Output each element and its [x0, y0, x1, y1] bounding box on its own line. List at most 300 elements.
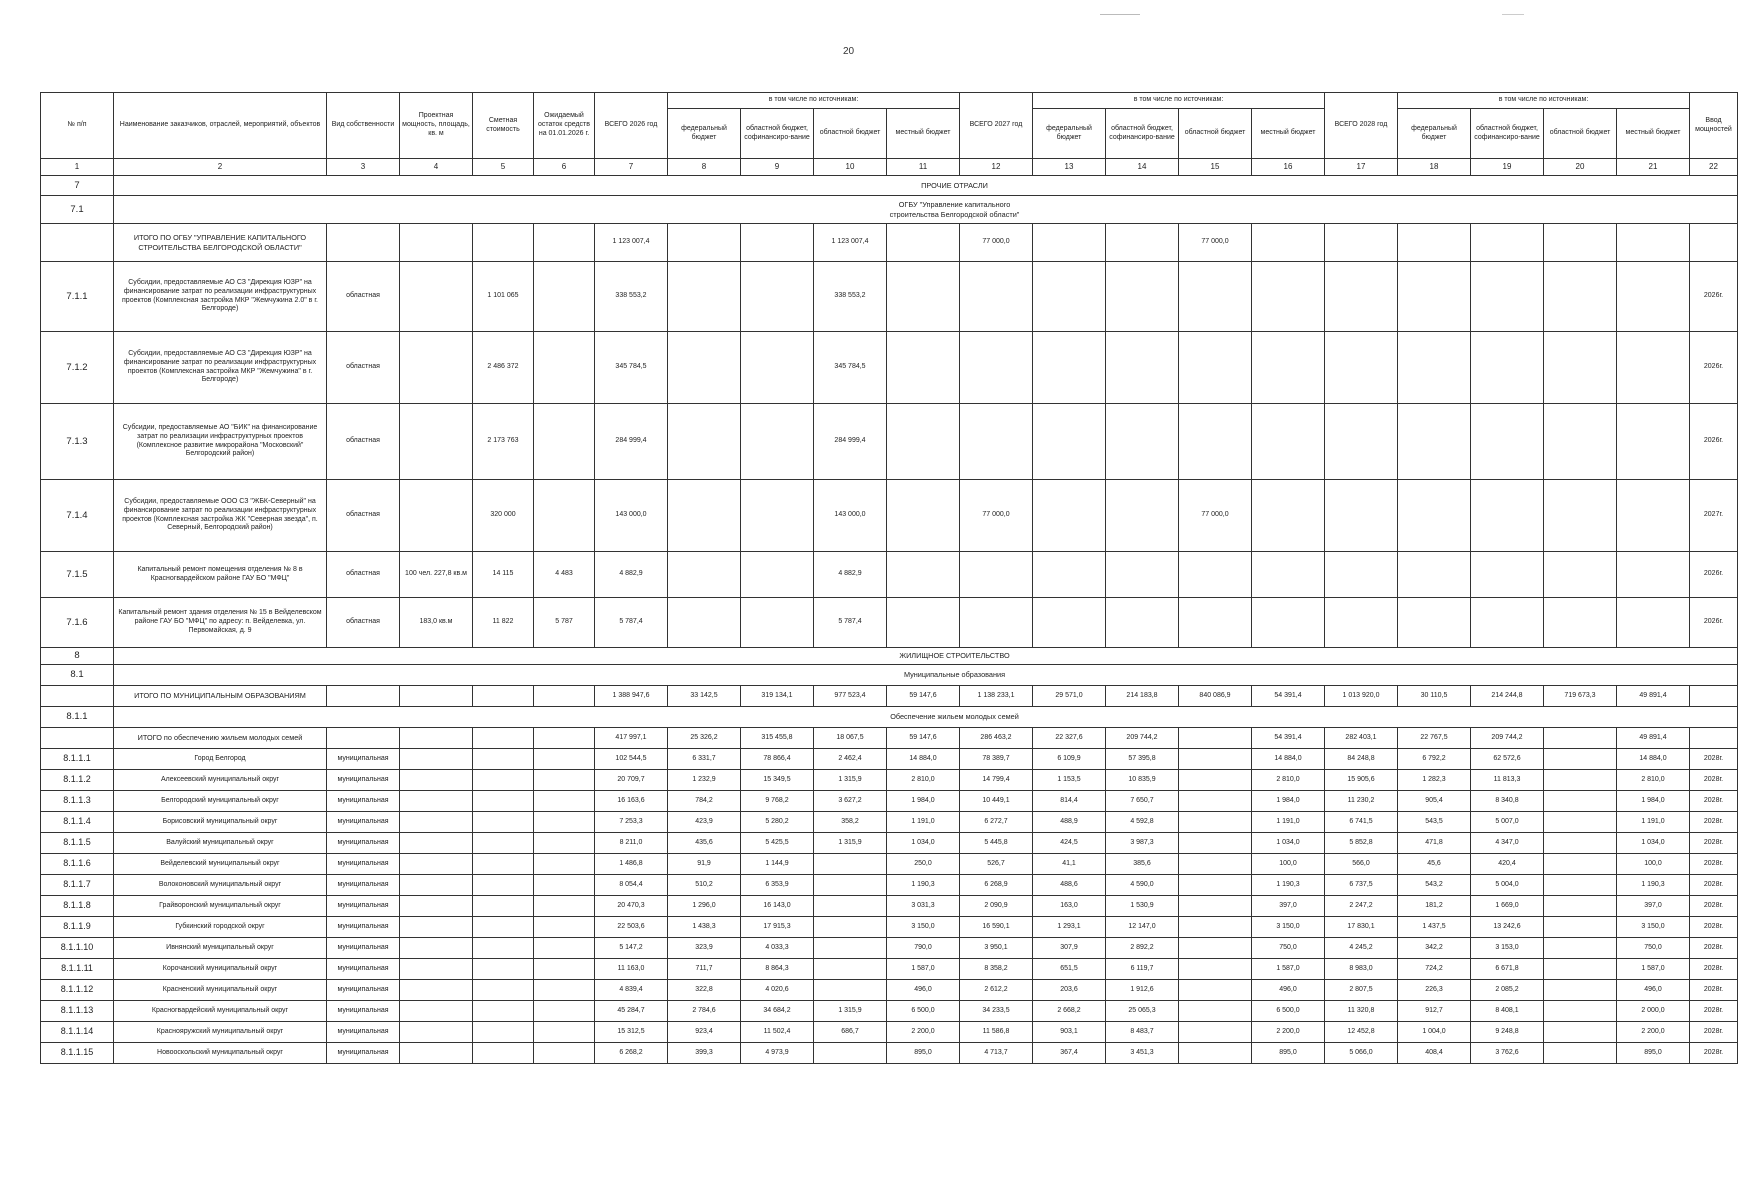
section-row	[41, 196, 1738, 224]
cell-col-3: областная	[327, 262, 400, 332]
row-name: Субсидии, предоставляемые ООО СЗ "ЖБК-Северный" на финансирование затрат по реализации инфраструктурных проектов (Комплексная застройка ЖК "Северная звезда", п. Северный, Белгородский район)	[114, 480, 327, 552]
column-number: 2	[114, 159, 327, 176]
cell-col-12: 10 449,1	[960, 791, 1033, 812]
cell-col-4	[400, 1043, 473, 1064]
column-number: 3	[327, 159, 400, 176]
cell-col-18	[1398, 224, 1471, 262]
header-ownership: Вид собственности	[327, 93, 400, 159]
cell-col-3: муниципальная	[327, 854, 400, 875]
cell-col-12	[960, 262, 1033, 332]
cell-col-21: 1 034,0	[1617, 833, 1690, 854]
cell-col-19	[1471, 404, 1544, 480]
cell-col-13	[1033, 480, 1106, 552]
cell-col-11: 3 150,0	[887, 917, 960, 938]
cell-col-3	[327, 686, 400, 707]
row-code: 8.1.1.14	[41, 1022, 114, 1043]
cell-col-5	[473, 791, 534, 812]
cell-col-10: 3 627,2	[814, 791, 887, 812]
cell-col-8: 25 326,2	[668, 728, 741, 749]
cell-col-18: 22 767,5	[1398, 728, 1471, 749]
cell-col-20	[1544, 833, 1617, 854]
cell-col-21: 1 190,3	[1617, 875, 1690, 896]
cell-col-22: 2028г.	[1690, 833, 1738, 854]
cell-col-17	[1325, 224, 1398, 262]
cell-col-22: 2028г.	[1690, 917, 1738, 938]
cell-col-9: 4 033,3	[741, 938, 814, 959]
header-sources-2026: в том числе по источникам:	[668, 93, 960, 109]
cell-col-6	[534, 404, 595, 480]
header-local-2027: местный бюджет	[1252, 109, 1325, 159]
row-code: 8.1.1.6	[41, 854, 114, 875]
cell-col-4	[400, 749, 473, 770]
cell-col-8: 33 142,5	[668, 686, 741, 707]
row-code: 8.1.1.15	[41, 1043, 114, 1064]
cell-col-19: 5 007,0	[1471, 812, 1544, 833]
cell-col-4	[400, 1001, 473, 1022]
cell-col-11: 3 031,3	[887, 896, 960, 917]
cell-col-14: 12 147,0	[1106, 917, 1179, 938]
cell-col-13: 651,5	[1033, 959, 1106, 980]
cell-col-10	[814, 875, 887, 896]
cell-col-4	[400, 980, 473, 1001]
row-code: 8.1.1.9	[41, 917, 114, 938]
cell-col-11: 790,0	[887, 938, 960, 959]
cell-col-17: 2 807,5	[1325, 980, 1398, 1001]
cell-col-19	[1471, 224, 1544, 262]
cell-col-14: 57 395,8	[1106, 749, 1179, 770]
cell-col-5	[473, 1001, 534, 1022]
cell-col-6	[534, 833, 595, 854]
cell-col-3: областная	[327, 404, 400, 480]
cell-col-3: муниципальная	[327, 980, 400, 1001]
cell-col-5	[473, 686, 534, 707]
table-row	[41, 262, 1738, 332]
column-number: 13	[1033, 159, 1106, 176]
cell-col-21: 1 984,0	[1617, 791, 1690, 812]
cell-col-15	[1179, 917, 1252, 938]
cell-col-16: 6 500,0	[1252, 1001, 1325, 1022]
cell-col-3: муниципальная	[327, 896, 400, 917]
cell-col-14: 10 835,9	[1106, 770, 1179, 791]
table-row	[41, 791, 1738, 812]
cell-col-17: 566,0	[1325, 854, 1398, 875]
cell-col-5	[473, 896, 534, 917]
cell-col-20	[1544, 749, 1617, 770]
cell-col-8	[668, 404, 741, 480]
cell-col-12: 286 463,2	[960, 728, 1033, 749]
cell-col-4	[400, 875, 473, 896]
cell-col-22	[1690, 224, 1738, 262]
cell-col-5: 2 486 372	[473, 332, 534, 404]
section-row	[41, 648, 1738, 665]
cell-col-4	[400, 728, 473, 749]
total-row	[41, 224, 1738, 262]
cell-col-18: 6 792,2	[1398, 749, 1471, 770]
cell-col-4	[400, 854, 473, 875]
cell-col-13	[1033, 332, 1106, 404]
cell-col-10: 18 067,5	[814, 728, 887, 749]
cell-col-18	[1398, 262, 1471, 332]
cell-col-5	[473, 854, 534, 875]
column-number: 9	[741, 159, 814, 176]
cell-col-8: 923,4	[668, 1022, 741, 1043]
cell-col-22: 2028г.	[1690, 770, 1738, 791]
table-row	[41, 770, 1738, 791]
cell-col-13: 1 293,1	[1033, 917, 1106, 938]
cell-col-18: 543,5	[1398, 812, 1471, 833]
cell-col-18: 181,2	[1398, 896, 1471, 917]
cell-col-19: 209 744,2	[1471, 728, 1544, 749]
cell-col-15	[1179, 812, 1252, 833]
cell-col-12: 11 586,8	[960, 1022, 1033, 1043]
cell-col-17	[1325, 262, 1398, 332]
cell-col-15	[1179, 1022, 1252, 1043]
column-number: 10	[814, 159, 887, 176]
column-number: 22	[1690, 159, 1738, 176]
cell-col-3: муниципальная	[327, 875, 400, 896]
cell-col-18	[1398, 404, 1471, 480]
header-remainder: Ожидаемый остаток средств на 01.01.2026 г.	[534, 93, 595, 159]
cell-col-21: 49 891,4	[1617, 728, 1690, 749]
cell-col-16: 496,0	[1252, 980, 1325, 1001]
row-name: Краснояружский муниципальный округ	[114, 1022, 327, 1043]
cell-col-3: областная	[327, 332, 400, 404]
cell-col-13: 814,4	[1033, 791, 1106, 812]
investment-program-table	[40, 92, 1738, 1064]
cell-col-10: 2 462,4	[814, 749, 887, 770]
column-number: 21	[1617, 159, 1690, 176]
cell-col-8: 91,9	[668, 854, 741, 875]
cell-col-5: 2 173 763	[473, 404, 534, 480]
cell-col-4: 100 чел. 227,8 кв.м	[400, 552, 473, 598]
cell-col-9	[741, 480, 814, 552]
row-name: Валуйский муниципальный округ	[114, 833, 327, 854]
header-federal-2028: федеральный бюджет	[1398, 109, 1471, 159]
cell-col-20	[1544, 1022, 1617, 1043]
cell-col-22: 2028г.	[1690, 1043, 1738, 1064]
cell-col-22: 2028г.	[1690, 1022, 1738, 1043]
cell-col-22: 2028г.	[1690, 854, 1738, 875]
table-row	[41, 812, 1738, 833]
cell-col-4	[400, 480, 473, 552]
cell-col-15: 840 086,9	[1179, 686, 1252, 707]
header-local-2028: местный бюджет	[1617, 109, 1690, 159]
cell-col-3: областная	[327, 598, 400, 648]
cell-col-22	[1690, 728, 1738, 749]
cell-col-13: 6 109,9	[1033, 749, 1106, 770]
cell-col-4: 183,0 кв.м	[400, 598, 473, 648]
row-name: Красненский муниципальный округ	[114, 980, 327, 1001]
cell-col-21: 2 810,0	[1617, 770, 1690, 791]
cell-col-6	[534, 1043, 595, 1064]
row-code: 8.1.1.10	[41, 938, 114, 959]
cell-col-9	[741, 552, 814, 598]
cell-col-22: 2026г.	[1690, 332, 1738, 404]
cell-col-9: 4 973,9	[741, 1043, 814, 1064]
cell-col-7: 16 163,6	[595, 791, 668, 812]
cell-col-20	[1544, 917, 1617, 938]
cell-col-10	[814, 917, 887, 938]
column-number: 17	[1325, 159, 1398, 176]
cell-col-6	[534, 749, 595, 770]
cell-col-16: 1 587,0	[1252, 959, 1325, 980]
cell-col-20	[1544, 1043, 1617, 1064]
cell-col-21: 14 884,0	[1617, 749, 1690, 770]
cell-col-12: 5 445,8	[960, 833, 1033, 854]
cell-col-3: муниципальная	[327, 791, 400, 812]
cell-col-13: 22 327,6	[1033, 728, 1106, 749]
total-row	[41, 728, 1738, 749]
cell-col-13	[1033, 552, 1106, 598]
cell-col-20	[1544, 224, 1617, 262]
cell-col-20	[1544, 728, 1617, 749]
cell-col-17: 17 830,1	[1325, 917, 1398, 938]
row-code	[41, 686, 114, 707]
cell-col-21	[1617, 224, 1690, 262]
cell-col-20	[1544, 980, 1617, 1001]
cell-col-4	[400, 1022, 473, 1043]
cell-col-21	[1617, 404, 1690, 480]
cell-col-20	[1544, 959, 1617, 980]
cell-col-22: 2028г.	[1690, 791, 1738, 812]
cell-col-7: 102 544,5	[595, 749, 668, 770]
cell-col-15	[1179, 770, 1252, 791]
cell-col-15	[1179, 749, 1252, 770]
cell-col-3: муниципальная	[327, 917, 400, 938]
cell-col-17: 12 452,8	[1325, 1022, 1398, 1043]
cell-col-7: 1 486,8	[595, 854, 668, 875]
cell-col-17: 11 230,2	[1325, 791, 1398, 812]
cell-col-22: 2027г.	[1690, 480, 1738, 552]
cell-col-8	[668, 262, 741, 332]
column-number: 7	[595, 159, 668, 176]
cell-col-11: 1 191,0	[887, 812, 960, 833]
cell-col-14: 209 744,2	[1106, 728, 1179, 749]
cell-col-20	[1544, 404, 1617, 480]
cell-col-15	[1179, 959, 1252, 980]
cell-col-9	[741, 262, 814, 332]
cell-col-22	[1690, 686, 1738, 707]
cell-col-11: 895,0	[887, 1043, 960, 1064]
cell-col-4	[400, 812, 473, 833]
cell-col-11: 1 587,0	[887, 959, 960, 980]
cell-col-18: 1 004,0	[1398, 1022, 1471, 1043]
cell-col-10: 1 315,9	[814, 833, 887, 854]
header-regional-2026: областной бюджет	[814, 109, 887, 159]
cell-col-20	[1544, 770, 1617, 791]
column-number: 4	[400, 159, 473, 176]
column-number: 12	[960, 159, 1033, 176]
cell-col-16	[1252, 598, 1325, 648]
cell-col-13	[1033, 598, 1106, 648]
cell-col-4	[400, 959, 473, 980]
cell-col-8: 711,7	[668, 959, 741, 980]
row-code: 7	[41, 176, 114, 196]
cell-col-9	[741, 404, 814, 480]
header-commissioning: Ввод мощностей	[1690, 93, 1738, 159]
cell-col-12: 526,7	[960, 854, 1033, 875]
cell-col-13: 29 571,0	[1033, 686, 1106, 707]
cell-col-6	[534, 917, 595, 938]
cell-col-17: 1 013 920,0	[1325, 686, 1398, 707]
cell-col-15	[1179, 938, 1252, 959]
cell-col-5	[473, 224, 534, 262]
cell-col-17	[1325, 480, 1398, 552]
cell-col-11	[887, 262, 960, 332]
cell-col-11	[887, 598, 960, 648]
cell-col-6	[534, 332, 595, 404]
cell-col-20	[1544, 854, 1617, 875]
cell-col-4	[400, 917, 473, 938]
cell-col-5	[473, 875, 534, 896]
cell-col-18	[1398, 552, 1471, 598]
cell-col-9: 17 915,3	[741, 917, 814, 938]
cell-col-5	[473, 833, 534, 854]
cell-col-3: муниципальная	[327, 1043, 400, 1064]
row-name: Грайворонский муниципальный округ	[114, 896, 327, 917]
cell-col-8: 2 784,6	[668, 1001, 741, 1022]
row-name: Корочанский муниципальный округ	[114, 959, 327, 980]
table-row	[41, 854, 1738, 875]
cell-col-14	[1106, 552, 1179, 598]
cell-col-7: 338 553,2	[595, 262, 668, 332]
cell-col-12	[960, 598, 1033, 648]
cell-col-21: 2 200,0	[1617, 1022, 1690, 1043]
cell-col-18: 408,4	[1398, 1043, 1471, 1064]
cell-col-19: 8 408,1	[1471, 1001, 1544, 1022]
cell-col-17	[1325, 404, 1398, 480]
cell-col-10: 284 999,4	[814, 404, 887, 480]
row-name: Красногвардейский муниципальный округ	[114, 1001, 327, 1022]
cell-col-11: 14 884,0	[887, 749, 960, 770]
row-code: 8.1.1.11	[41, 959, 114, 980]
cell-col-7: 8 211,0	[595, 833, 668, 854]
cell-col-12: 4 713,7	[960, 1043, 1033, 1064]
cell-col-13: 203,6	[1033, 980, 1106, 1001]
column-number: 5	[473, 159, 534, 176]
cell-col-4	[400, 791, 473, 812]
cell-col-11: 59 147,6	[887, 728, 960, 749]
header-cofin-2027: областной бюджет, софинансиро-вание	[1106, 109, 1179, 159]
total-row	[41, 686, 1738, 707]
section-title	[114, 648, 1738, 665]
cell-col-5	[473, 812, 534, 833]
cell-col-4	[400, 686, 473, 707]
cell-col-19: 13 242,6	[1471, 917, 1544, 938]
cell-col-4	[400, 224, 473, 262]
cell-col-6	[534, 770, 595, 791]
section-row	[41, 176, 1738, 196]
column-number: 19	[1471, 159, 1544, 176]
section-title	[114, 196, 1738, 224]
cell-col-5	[473, 917, 534, 938]
row-name: Город Белгород	[114, 749, 327, 770]
row-name: Субсидии, предоставляемые АО СЗ "Дирекция ЮЗР" на финансирование затрат по реализации инфраструктурных проектов (Комплексная застройка МКР "Жемчужина 2.0" в г. Белгороде)	[114, 262, 327, 332]
cell-col-10: 4 882,9	[814, 552, 887, 598]
cell-col-16	[1252, 552, 1325, 598]
header-regional-2028: областной бюджет	[1544, 109, 1617, 159]
cell-col-21: 2 000,0	[1617, 1001, 1690, 1022]
cell-col-14	[1106, 598, 1179, 648]
cell-col-4	[400, 833, 473, 854]
row-code: 7.1.6	[41, 598, 114, 648]
cell-col-10	[814, 980, 887, 1001]
section-title-text: Обеспечение жильем молодых семей	[890, 712, 1019, 722]
table-row	[41, 980, 1738, 1001]
cell-col-8	[668, 598, 741, 648]
cell-col-7: 20 470,3	[595, 896, 668, 917]
cell-col-6	[534, 728, 595, 749]
cell-col-16: 54 391,4	[1252, 728, 1325, 749]
cell-col-21: 895,0	[1617, 1043, 1690, 1064]
cell-col-9	[741, 332, 814, 404]
cell-col-16: 397,0	[1252, 896, 1325, 917]
cell-col-8	[668, 332, 741, 404]
section-row	[41, 707, 1738, 728]
cell-col-19: 8 340,8	[1471, 791, 1544, 812]
cell-col-13: 163,0	[1033, 896, 1106, 917]
cell-col-16: 3 150,0	[1252, 917, 1325, 938]
cell-col-15	[1179, 598, 1252, 648]
cell-col-10: 143 000,0	[814, 480, 887, 552]
cell-col-5: 14 115	[473, 552, 534, 598]
table-row	[41, 749, 1738, 770]
cell-col-4	[400, 262, 473, 332]
column-number: 6	[534, 159, 595, 176]
cell-col-16: 54 391,4	[1252, 686, 1325, 707]
cell-col-19: 5 004,0	[1471, 875, 1544, 896]
cell-col-11: 59 147,6	[887, 686, 960, 707]
section-title	[114, 176, 1738, 196]
row-name: Алексеевский муниципальный округ	[114, 770, 327, 791]
cell-col-6	[534, 854, 595, 875]
column-number: 15	[1179, 159, 1252, 176]
cell-col-17: 2 247,2	[1325, 896, 1398, 917]
cell-col-21: 1 191,0	[1617, 812, 1690, 833]
cell-col-9: 15 349,5	[741, 770, 814, 791]
cell-col-12: 16 590,1	[960, 917, 1033, 938]
cell-col-14: 7 650,7	[1106, 791, 1179, 812]
row-code: 8.1.1.3	[41, 791, 114, 812]
cell-col-20	[1544, 262, 1617, 332]
cell-col-18: 905,4	[1398, 791, 1471, 812]
cell-col-14: 4 590,0	[1106, 875, 1179, 896]
cell-col-8: 423,9	[668, 812, 741, 833]
cell-col-13: 488,9	[1033, 812, 1106, 833]
cell-col-7: 6 268,2	[595, 1043, 668, 1064]
cell-col-15	[1179, 332, 1252, 404]
column-number: 16	[1252, 159, 1325, 176]
cell-col-5	[473, 728, 534, 749]
cell-col-19: 2 085,2	[1471, 980, 1544, 1001]
section-title-text: ОГБУ "Управление капитального строительства Белгородской области"	[889, 200, 1020, 219]
cell-col-13	[1033, 224, 1106, 262]
cell-col-20	[1544, 938, 1617, 959]
cell-col-20	[1544, 480, 1617, 552]
cell-col-12: 77 000,0	[960, 224, 1033, 262]
cell-col-5: 320 000	[473, 480, 534, 552]
cell-col-19: 3 762,6	[1471, 1043, 1544, 1064]
cell-col-16: 2 200,0	[1252, 1022, 1325, 1043]
cell-col-6	[534, 480, 595, 552]
cell-col-8: 784,2	[668, 791, 741, 812]
row-code: 8.1.1	[41, 707, 114, 728]
row-name: Белгородский муниципальный округ	[114, 791, 327, 812]
cell-col-9: 78 866,4	[741, 749, 814, 770]
cell-col-17: 5 852,8	[1325, 833, 1398, 854]
column-number: 18	[1398, 159, 1471, 176]
cell-col-21	[1617, 262, 1690, 332]
